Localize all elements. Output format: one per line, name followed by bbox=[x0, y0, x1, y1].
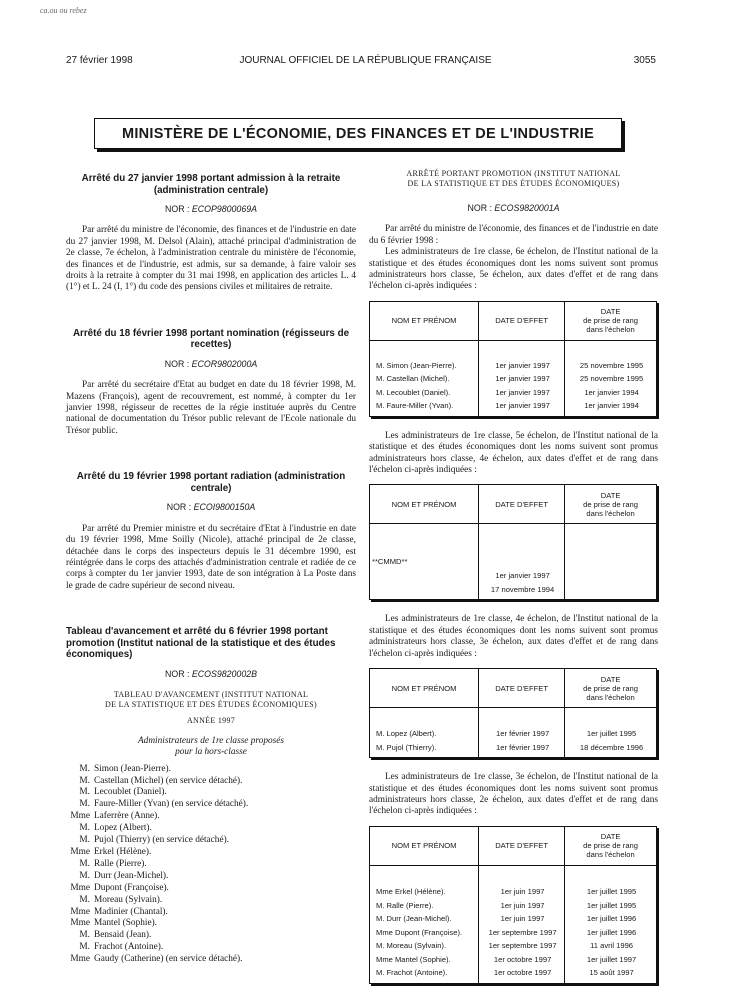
nor-code: ECOI9800150A bbox=[193, 502, 256, 513]
person-name: Gaudy (Catherine) (en service détaché). bbox=[94, 954, 243, 965]
list-item bbox=[66, 930, 356, 942]
person-name: Durr (Jean-Michel). bbox=[94, 870, 169, 881]
table-cell-value: 1er février 1997 bbox=[496, 729, 550, 739]
column-header-rang bbox=[565, 826, 657, 865]
civility: Mme bbox=[70, 954, 90, 965]
cell-names bbox=[370, 524, 479, 600]
column-header-rang bbox=[565, 485, 657, 524]
civility: Mme bbox=[70, 846, 90, 857]
section-title: Arrêté du 18 février 1998 portant nomination (régisseurs de recettes) bbox=[72, 327, 350, 351]
intro-paragraph: Par arrêté du ministre de l'économie, des finances et de l'industrie en date du 6 février 1998 : bbox=[369, 224, 658, 246]
cell-rang bbox=[565, 865, 657, 983]
table-cell-value: 1er janvier 1994 bbox=[584, 387, 639, 397]
section-body: Par arrêté du secrétaire d'Etat au budget en date du 18 février 1998, M. Mazens (François), agent de recouvrement, est nommé, à compter du 1er janvier 1998, régisseur de recettes de la régie instituée auprès du Centre national de documentation du Trésor public relevant de l'Ecole nationale du Trésor public. bbox=[66, 380, 356, 436]
column-header-rang-line: dans l'échelon bbox=[586, 692, 635, 702]
table-cell-value: 1er juillet 1996 bbox=[586, 914, 637, 924]
names-list bbox=[66, 764, 356, 966]
table-cell-value: M. Durr (Jean-Michel). bbox=[376, 914, 452, 924]
table-cell-value: 25 novembre 1995 bbox=[579, 374, 644, 384]
promotion-table-1 bbox=[369, 301, 658, 417]
cell-effet bbox=[479, 340, 565, 416]
ministry-banner bbox=[94, 118, 622, 149]
person-name: Pujol (Thierry) (en service détaché). bbox=[94, 835, 230, 846]
cell-effet bbox=[479, 524, 565, 600]
table-cell-value: 1er janvier 1997 bbox=[495, 387, 550, 397]
person-name: Lopez (Albert). bbox=[94, 823, 152, 834]
section-radiation bbox=[66, 471, 356, 592]
nor-line bbox=[66, 359, 356, 370]
table-header-row bbox=[370, 669, 657, 708]
table-cell-value: M. Ralle (Pierre). bbox=[376, 900, 434, 910]
list-item bbox=[66, 847, 356, 859]
table-cell-value: 25 novembre 1995 bbox=[579, 360, 644, 370]
nor-line bbox=[66, 669, 356, 680]
column-header-rang-line: de prise de rang bbox=[583, 316, 639, 326]
list-item bbox=[66, 811, 356, 823]
section-title: Arrêté du 27 janvier 1998 portant admission à la retraite (administration centrale) bbox=[81, 173, 341, 196]
nor-code: ECOR9802000A bbox=[191, 358, 258, 369]
table-cell-value: 1er juillet 1995 bbox=[586, 729, 637, 739]
promotion-table bbox=[369, 826, 657, 984]
cell-effet bbox=[479, 708, 565, 758]
nor-line bbox=[66, 204, 356, 215]
person-name: Erkel (Hélène). bbox=[94, 846, 152, 857]
section-tableau-avancement bbox=[66, 626, 356, 966]
table-cell-value: 1er février 1997 bbox=[496, 742, 550, 752]
table-cell-value: 1er octobre 1997 bbox=[493, 954, 552, 964]
person-name: Simon (Jean-Pierre). bbox=[94, 763, 171, 774]
table-row bbox=[370, 340, 657, 416]
column-header-rang-line: dans l'échelon bbox=[586, 850, 635, 860]
person-name: Ralle (Pierre). bbox=[94, 858, 147, 869]
civility: M. bbox=[79, 835, 90, 846]
table-cell-value: 1er juin 1997 bbox=[500, 887, 545, 897]
list-item bbox=[66, 883, 356, 895]
nor-code: ECOS9820001A bbox=[494, 203, 560, 213]
promotion-table bbox=[369, 668, 657, 758]
table-cell-value: 17 novembre 1994 bbox=[490, 584, 555, 594]
civility: M. bbox=[79, 823, 90, 834]
cell-effet bbox=[479, 865, 565, 983]
header-page-number: 3055 bbox=[633, 55, 656, 66]
cell-names bbox=[370, 865, 479, 983]
person-name: Bensaid (Jean). bbox=[94, 930, 152, 941]
table-cell-value: 1er septembre 1997 bbox=[488, 941, 557, 951]
table-cell-value: 1er janvier 1997 bbox=[495, 401, 550, 411]
person-name: Madinier (Chantal). bbox=[94, 906, 168, 917]
civility: Mme bbox=[70, 918, 90, 929]
italic-subtitle: Administrateurs de 1re classe proposés bbox=[138, 736, 284, 747]
table-cell-value: 1er janvier 1997 bbox=[495, 571, 550, 581]
header-date: 27 février 1998 bbox=[66, 55, 133, 66]
table-cell-value: M. Faure-Miller (Yvan). bbox=[376, 401, 454, 411]
table-cell-value: M. Lecoublet (Daniel). bbox=[376, 387, 451, 397]
table-cell-value: Mme Erkel (Hélène). bbox=[376, 887, 446, 897]
civility: M. bbox=[79, 763, 90, 774]
column-header-rang-line: DATE bbox=[600, 674, 621, 684]
column-header-rang-line: de prise de rang bbox=[583, 841, 639, 851]
column-header-rang-line: de prise de rang bbox=[583, 499, 639, 509]
table-cell-value: M. Castellan (Michel). bbox=[376, 374, 450, 384]
nor-label: NOR : bbox=[165, 668, 190, 679]
cell-rang bbox=[565, 708, 657, 758]
column-header-name: NOM ET PRÉNOM bbox=[370, 669, 479, 708]
table-cell-value: 1er septembre 1997 bbox=[488, 927, 557, 937]
table-row bbox=[370, 524, 657, 600]
table-cell-value: 1er juin 1997 bbox=[500, 914, 545, 924]
column-header-rang-line: DATE bbox=[600, 307, 621, 317]
column-header-rang-line: dans l'échelon bbox=[586, 325, 635, 335]
table-cell-value: 1er juillet 1995 bbox=[586, 900, 637, 910]
column-header-name: NOM ET PRÉNOM bbox=[370, 826, 479, 865]
table-cell-value: 15 août 1997 bbox=[589, 968, 634, 978]
section-title: Arrêté du 19 février 1998 portant radiation (administration centrale) bbox=[76, 471, 346, 494]
section-nomination bbox=[66, 328, 356, 437]
promotion-paragraph: Les administrateurs de 1re classe, 4e échelon, de l'Institut national de la statistique et des études économiques dont les noms suivent sont promus administrateurs hors classe, 3e échelon, aux dates d'effet et de rang dans l'échelon ci-après indiquées : bbox=[369, 614, 658, 659]
list-item bbox=[66, 954, 356, 966]
table-cell-value: M. Lopez (Albert). bbox=[376, 729, 437, 739]
italic-subtitle: pour la hors-classe bbox=[175, 746, 247, 757]
promotion-paragraph: Les administrateurs de 1re classe, 6e échelon, de l'Institut national de la statistique et des études économiques dont les noms suivent sont promus administrateurs hors classe, 5e échelon, aux dates d'effet et de rang dans l'échelon ci-après indiquées : bbox=[369, 247, 658, 292]
column-header-rang bbox=[565, 669, 657, 708]
year-line: ANNÉE 1997 bbox=[186, 716, 236, 726]
list-item bbox=[66, 787, 356, 799]
table-cell-value: 1er juillet 1996 bbox=[586, 927, 637, 937]
civility: M. bbox=[79, 870, 90, 881]
left-column bbox=[66, 165, 356, 966]
nor-code: ECOP9800069A bbox=[191, 204, 257, 214]
column-header-rang-line: DATE bbox=[600, 490, 621, 500]
civility: M. bbox=[79, 858, 90, 869]
column-header-effet: DATE D'EFFET bbox=[479, 301, 565, 340]
table-header-row bbox=[370, 301, 657, 340]
person-name: Dupont (Françoise). bbox=[94, 882, 169, 893]
table-cell-value: M. Simon (Jean-Pierre). bbox=[376, 360, 457, 370]
list-item bbox=[66, 942, 356, 954]
list-item bbox=[66, 859, 356, 871]
column-header-rang-line: DATE bbox=[600, 832, 621, 842]
civility: Mme bbox=[70, 811, 90, 822]
civility: M. bbox=[79, 894, 90, 905]
table-cell-value: M. Frachot (Antoine). bbox=[376, 968, 448, 978]
table-cell-value: M. Pujol (Thierry). bbox=[376, 742, 437, 752]
cell-rang bbox=[565, 340, 657, 416]
civility: M. bbox=[79, 799, 90, 810]
nor-code: ECOS9820002B bbox=[191, 668, 257, 679]
column-header-name: NOM ET PRÉNOM bbox=[370, 301, 479, 340]
column-header-name: NOM ET PRÉNOM bbox=[370, 485, 479, 524]
person-name: Lecoublet (Daniel). bbox=[94, 787, 167, 798]
column-header-rang-line: dans l'échelon bbox=[586, 508, 635, 518]
person-name: Laferrère (Anne). bbox=[94, 811, 160, 822]
table-cell-value: 18 décembre 1996 bbox=[579, 742, 644, 752]
promotion-table bbox=[369, 484, 657, 600]
table-cell-value: 1er janvier 1997 bbox=[495, 374, 550, 384]
civility: M. bbox=[79, 942, 90, 953]
cell-rang bbox=[565, 524, 657, 600]
table-cell-value: Mme Mantel (Sophie). bbox=[376, 954, 451, 964]
person-name: Castellan (Michel) (en service détaché). bbox=[94, 775, 243, 786]
nor-line bbox=[66, 502, 356, 513]
table-cell-value: 1er janvier 1994 bbox=[584, 401, 639, 411]
person-name: Mantel (Sophie). bbox=[94, 918, 157, 929]
promotion-table-2 bbox=[369, 484, 658, 600]
cell-names bbox=[370, 708, 479, 758]
page-top-scrap-text: ca.ou ou rebez bbox=[40, 6, 87, 15]
table-cell-value: M. Moreau (Sylvain). bbox=[376, 941, 447, 951]
civility: M. bbox=[79, 930, 90, 941]
table-header-row bbox=[370, 826, 657, 865]
promotion-paragraph: Les administrateurs de 1re classe, 5e échelon, de l'Institut national de la statistique et des études économiques dont les noms suivent sont promus administrateurs hors classe, 4e échelon, aux dates d'effet et de rang dans l'échelon ci-après indiquées : bbox=[369, 430, 658, 476]
civility: Mme bbox=[70, 906, 90, 917]
section-title: Tableau d'avancement et arrêté du 6 février 1998 portant promotion (Institut national de la statistique et des études économiques) bbox=[66, 626, 336, 661]
list-item bbox=[66, 835, 356, 847]
table-cell-value: **CMMD** bbox=[372, 557, 408, 567]
section-body: Par arrêté du Premier ministre et du secrétaire d'Etat à l'industrie en date du 19 février 1998, Mme Soilly (Nicole), attaché principal de 2e classe, détachée dans le corps des inspecteurs depuis le 31 décembre 1990, est réintégrée dans le corps des attachés d'administration centrale et radiée de ce corps à compter du 1er janvier 1993, date de son intégration à La Poste dans le grade de cadre supérieur de second niveau. bbox=[66, 523, 356, 591]
list-item bbox=[66, 764, 356, 776]
caps-title-line: DE LA STATISTIQUE ET DES ÉTUDES ÉCONOMIQUES) bbox=[407, 179, 620, 188]
column-header-rang-line: de prise de rang bbox=[583, 683, 639, 693]
table-cell-value: 11 avril 1996 bbox=[590, 941, 634, 951]
table-cell-value: Mme Dupont (Françoise). bbox=[376, 927, 463, 937]
caps-title-line: ARRÊTÉ PORTANT PROMOTION (INSTITUT NATIONAL bbox=[406, 169, 621, 178]
header-journal-title: JOURNAL OFFICIEL DE LA RÉPUBLIQUE FRANÇAISE bbox=[239, 55, 492, 66]
list-item bbox=[66, 907, 356, 919]
section-retraite bbox=[66, 173, 356, 294]
right-column bbox=[369, 165, 658, 994]
civility: Mme bbox=[70, 882, 90, 893]
person-name: Frachot (Antoine). bbox=[94, 942, 164, 953]
nor-label: NOR : bbox=[165, 204, 190, 214]
cell-names bbox=[370, 340, 479, 416]
table-cell-value: 1er juillet 1997 bbox=[586, 954, 637, 964]
table-header-row bbox=[370, 485, 657, 524]
column-header-effet: DATE D'EFFET bbox=[479, 669, 565, 708]
person-name: Faure-Miller (Yvan) (en service détaché). bbox=[94, 799, 249, 810]
table-cell-value: 1er juin 1997 bbox=[500, 900, 545, 910]
civility: M. bbox=[79, 775, 90, 786]
table-row bbox=[370, 865, 657, 983]
promotion-table-4 bbox=[369, 826, 658, 984]
caps-title-line: DE LA STATISTIQUE ET DES ÉTUDES ÉCONOMIQUES) bbox=[105, 700, 317, 710]
nor-line bbox=[369, 203, 658, 214]
nor-label: NOR : bbox=[467, 203, 492, 213]
promotion-paragraph: Les administrateurs de 1re classe, 3e échelon, de l'Institut national de la statistique et des études économiques dont les noms suivent sont promus administrateurs hors classe, 2e échelon, aux dates d'effet et de rang dans l'échelon ci-après indiquées : bbox=[369, 772, 658, 817]
table-cell-value: 1er janvier 1997 bbox=[495, 360, 550, 370]
list-item bbox=[66, 895, 356, 907]
column-header-effet: DATE D'EFFET bbox=[479, 826, 565, 865]
section-body: Par arrêté du ministre de l'économie, des finances et de l'industrie en date du 27 janvier 1998, M. Delsol (Alain), attaché principal d'administration de 2e classe, 7e échelon, à l'administration centrale du ministère de l'économie, des finances et de l'industrie, est admis, sur sa demande, à faire valoir ses droits à la retraite à compter du 31 mai 1998, en application des articles L. 4 (1°) et L. 24 (I, 1°) du code des pensions civiles et militaires de retraite. bbox=[66, 225, 356, 293]
ministry-banner-text: MINISTÈRE DE L'ÉCONOMIE, DES FINANCES ET DE L'INDUSTRIE bbox=[121, 125, 595, 142]
table-row bbox=[370, 708, 657, 758]
column-header-rang bbox=[565, 301, 657, 340]
caps-title-line: TABLEAU D'AVANCEMENT (INSTITUT NATIONAL bbox=[113, 690, 309, 700]
table-cell-value: 1er octobre 1997 bbox=[493, 968, 552, 978]
promotion-table bbox=[369, 301, 657, 417]
list-item bbox=[66, 823, 356, 835]
list-item bbox=[66, 918, 356, 930]
promotion-table-3 bbox=[369, 668, 658, 758]
list-item bbox=[66, 776, 356, 788]
column-header-effet: DATE D'EFFET bbox=[479, 485, 565, 524]
list-item bbox=[66, 799, 356, 811]
nor-label: NOR : bbox=[166, 502, 192, 513]
civility: M. bbox=[79, 787, 90, 798]
list-item bbox=[66, 871, 356, 883]
table-cell-value: 1er juillet 1995 bbox=[586, 887, 637, 897]
person-name: Moreau (Sylvain). bbox=[94, 894, 163, 905]
nor-label: NOR : bbox=[164, 358, 190, 369]
